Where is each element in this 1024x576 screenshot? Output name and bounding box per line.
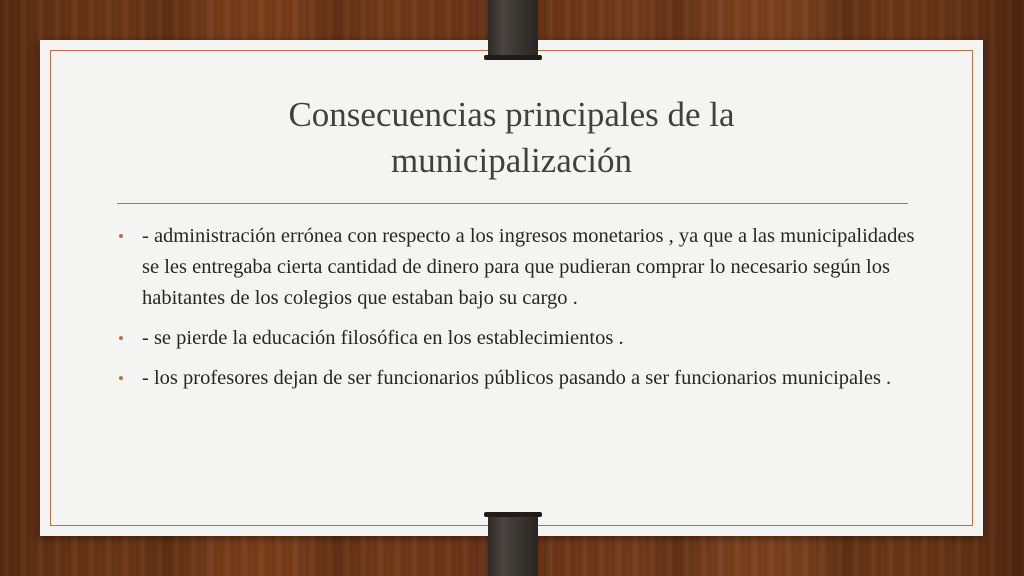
title-divider — [117, 203, 908, 204]
bullet-dot-icon: • — [118, 369, 124, 388]
bullet-text: - administración errónea con respecto a los ingresos monetarios , ya que a las municipalidades se les entregaba cierta cantidad de dinero para que pudieran comprar lo necesario según los habitantes de los colegios que estaban bajo su cargo . — [142, 225, 915, 309]
binder-clip-icon — [488, 0, 538, 60]
bullet-item — [118, 323, 918, 354]
binder-clip-icon — [488, 512, 538, 576]
clip-lip — [484, 512, 542, 517]
bullet-text: - se pierde la educación filosófica en los establecimientos . — [142, 327, 624, 349]
slide-title — [100, 92, 923, 184]
slide-card — [40, 40, 983, 536]
bullet-item — [118, 363, 918, 394]
bullet-dot-icon: • — [118, 227, 124, 246]
bullet-list — [118, 221, 918, 403]
bullet-dot-icon: • — [118, 329, 124, 348]
slide-title-line-2: municipalización — [390, 141, 633, 180]
clip-lip — [484, 55, 542, 60]
bullet-text: - los profesores dejan de ser funcionarios públicos pasando a ser funcionarios municipales . — [142, 367, 892, 389]
bullet-item — [118, 221, 918, 314]
slide-title-line-1: Consecuencias principales de la — [288, 95, 735, 134]
